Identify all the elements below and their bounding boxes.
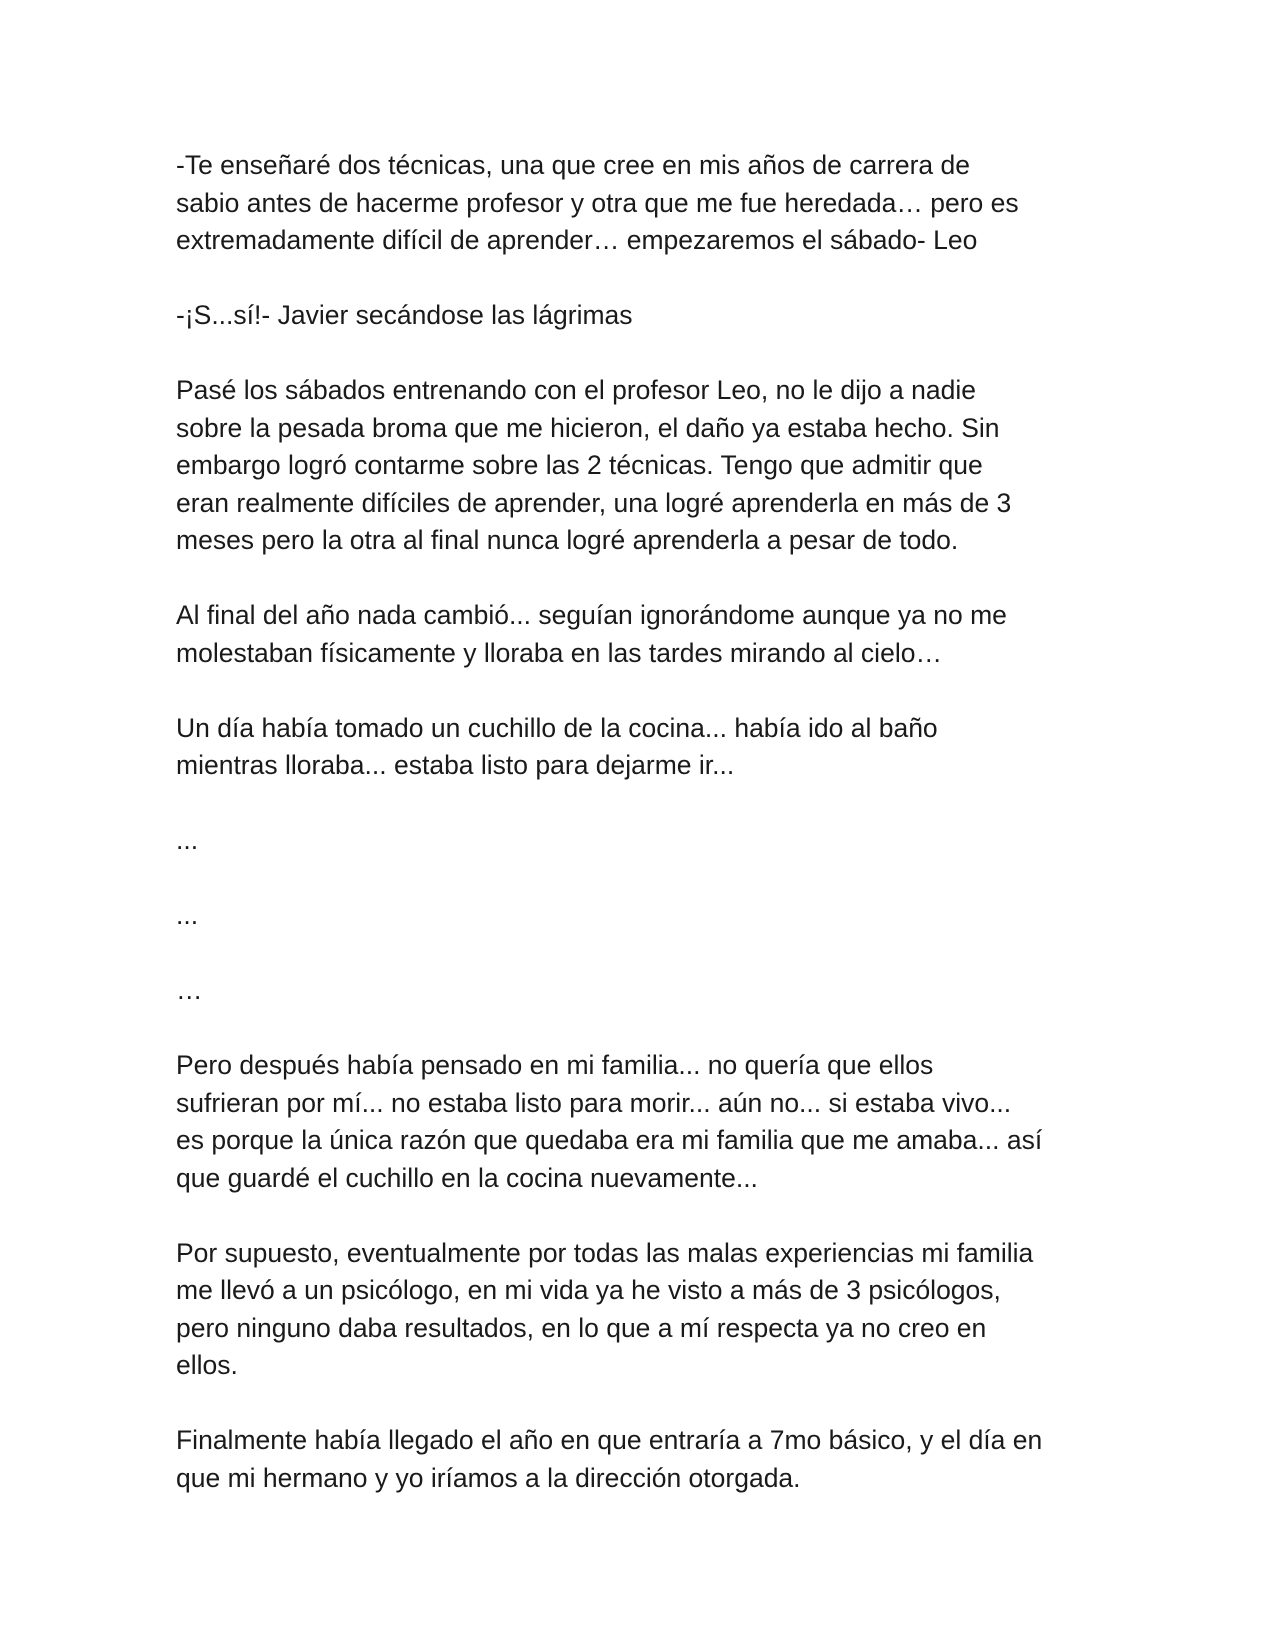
text-line: Pero después había pensado en mi familia... no quería que ellos	[176, 1050, 934, 1080]
text-line: me llevó a un psicólogo, en mi vida ya he visto a más de 3 psicólogos,	[176, 1275, 1001, 1305]
paragraph	[176, 1422, 1116, 1497]
text-line: sabio antes de hacerme profesor y otra que me fue heredada… pero es	[176, 187, 1019, 218]
paragraph	[176, 372, 1116, 560]
ellipsis-paragraph	[176, 822, 1116, 860]
text-line: Por supuesto, eventualmente por todas las malas experiencias mi familia	[176, 1237, 1034, 1268]
text-line: ...	[176, 900, 199, 930]
text-line: -¡S...sí!- Javier secándose las lágrimas	[176, 300, 633, 330]
text-line: Finalmente había llegado el año en que entraría a 7mo básico, y el día en	[176, 1425, 1043, 1455]
text-line: mientras lloraba... estaba listo para dejarme ir...	[176, 750, 735, 780]
text-line: meses pero la otra al final nunca logré aprenderla a pesar de todo.	[176, 525, 959, 555]
paragraph	[176, 147, 1116, 260]
text-line: sobre la pesada broma que me hicieron, el daño ya estaba hecho. Sin	[176, 412, 1000, 443]
paragraph	[176, 1047, 1116, 1197]
paragraph	[176, 710, 1116, 785]
text-line: molestaban físicamente y lloraba en las tardes mirando al cielo…	[176, 637, 942, 668]
text-line: Al final del año nada cambió... seguían ignorándome aunque ya no me	[176, 600, 1007, 630]
text-line: Pasé los sábados entrenando con el profesor Leo, no le dijo a nadie	[176, 375, 976, 405]
text-line: ...	[176, 825, 199, 855]
text-line: ellos.	[176, 1350, 238, 1380]
text-line: sufrieran por mí... no estaba listo para morir... aún no... si estaba vivo...	[176, 1087, 1012, 1118]
text-line: pero ninguno daba resultados, en lo que a mí respecta ya no creo en	[176, 1312, 987, 1343]
text-line: Un día había tomado un cuchillo de la cocina... había ido al baño	[176, 712, 938, 743]
text-line: que mi hermano y yo iríamos a la dirección otorgada.	[176, 1462, 801, 1493]
text-line: embargo logró contarme sobre las 2 técnicas. Tengo que admitir que	[176, 450, 983, 480]
document-body	[176, 147, 1116, 1535]
text-line: eran realmente difíciles de aprender, una logré aprenderla en más de 3	[176, 487, 1012, 518]
text-line: extremadamente difícil de aprender… empezaremos el sábado- Leo	[176, 225, 978, 255]
text-line: …	[176, 975, 203, 1005]
text-line: es porque la única razón que quedaba era mi familia que me amaba... así	[176, 1125, 1043, 1155]
text-line: -Te enseñaré dos técnicas, una que cree en mis años de carrera de	[176, 150, 970, 180]
paragraph	[176, 597, 1116, 672]
paragraph	[176, 1235, 1116, 1385]
ellipsis-paragraph	[176, 897, 1116, 935]
ellipsis-paragraph	[176, 972, 1116, 1010]
paragraph	[176, 297, 1116, 335]
text-line: que guardé el cuchillo en la cocina nuevamente...	[176, 1162, 758, 1193]
